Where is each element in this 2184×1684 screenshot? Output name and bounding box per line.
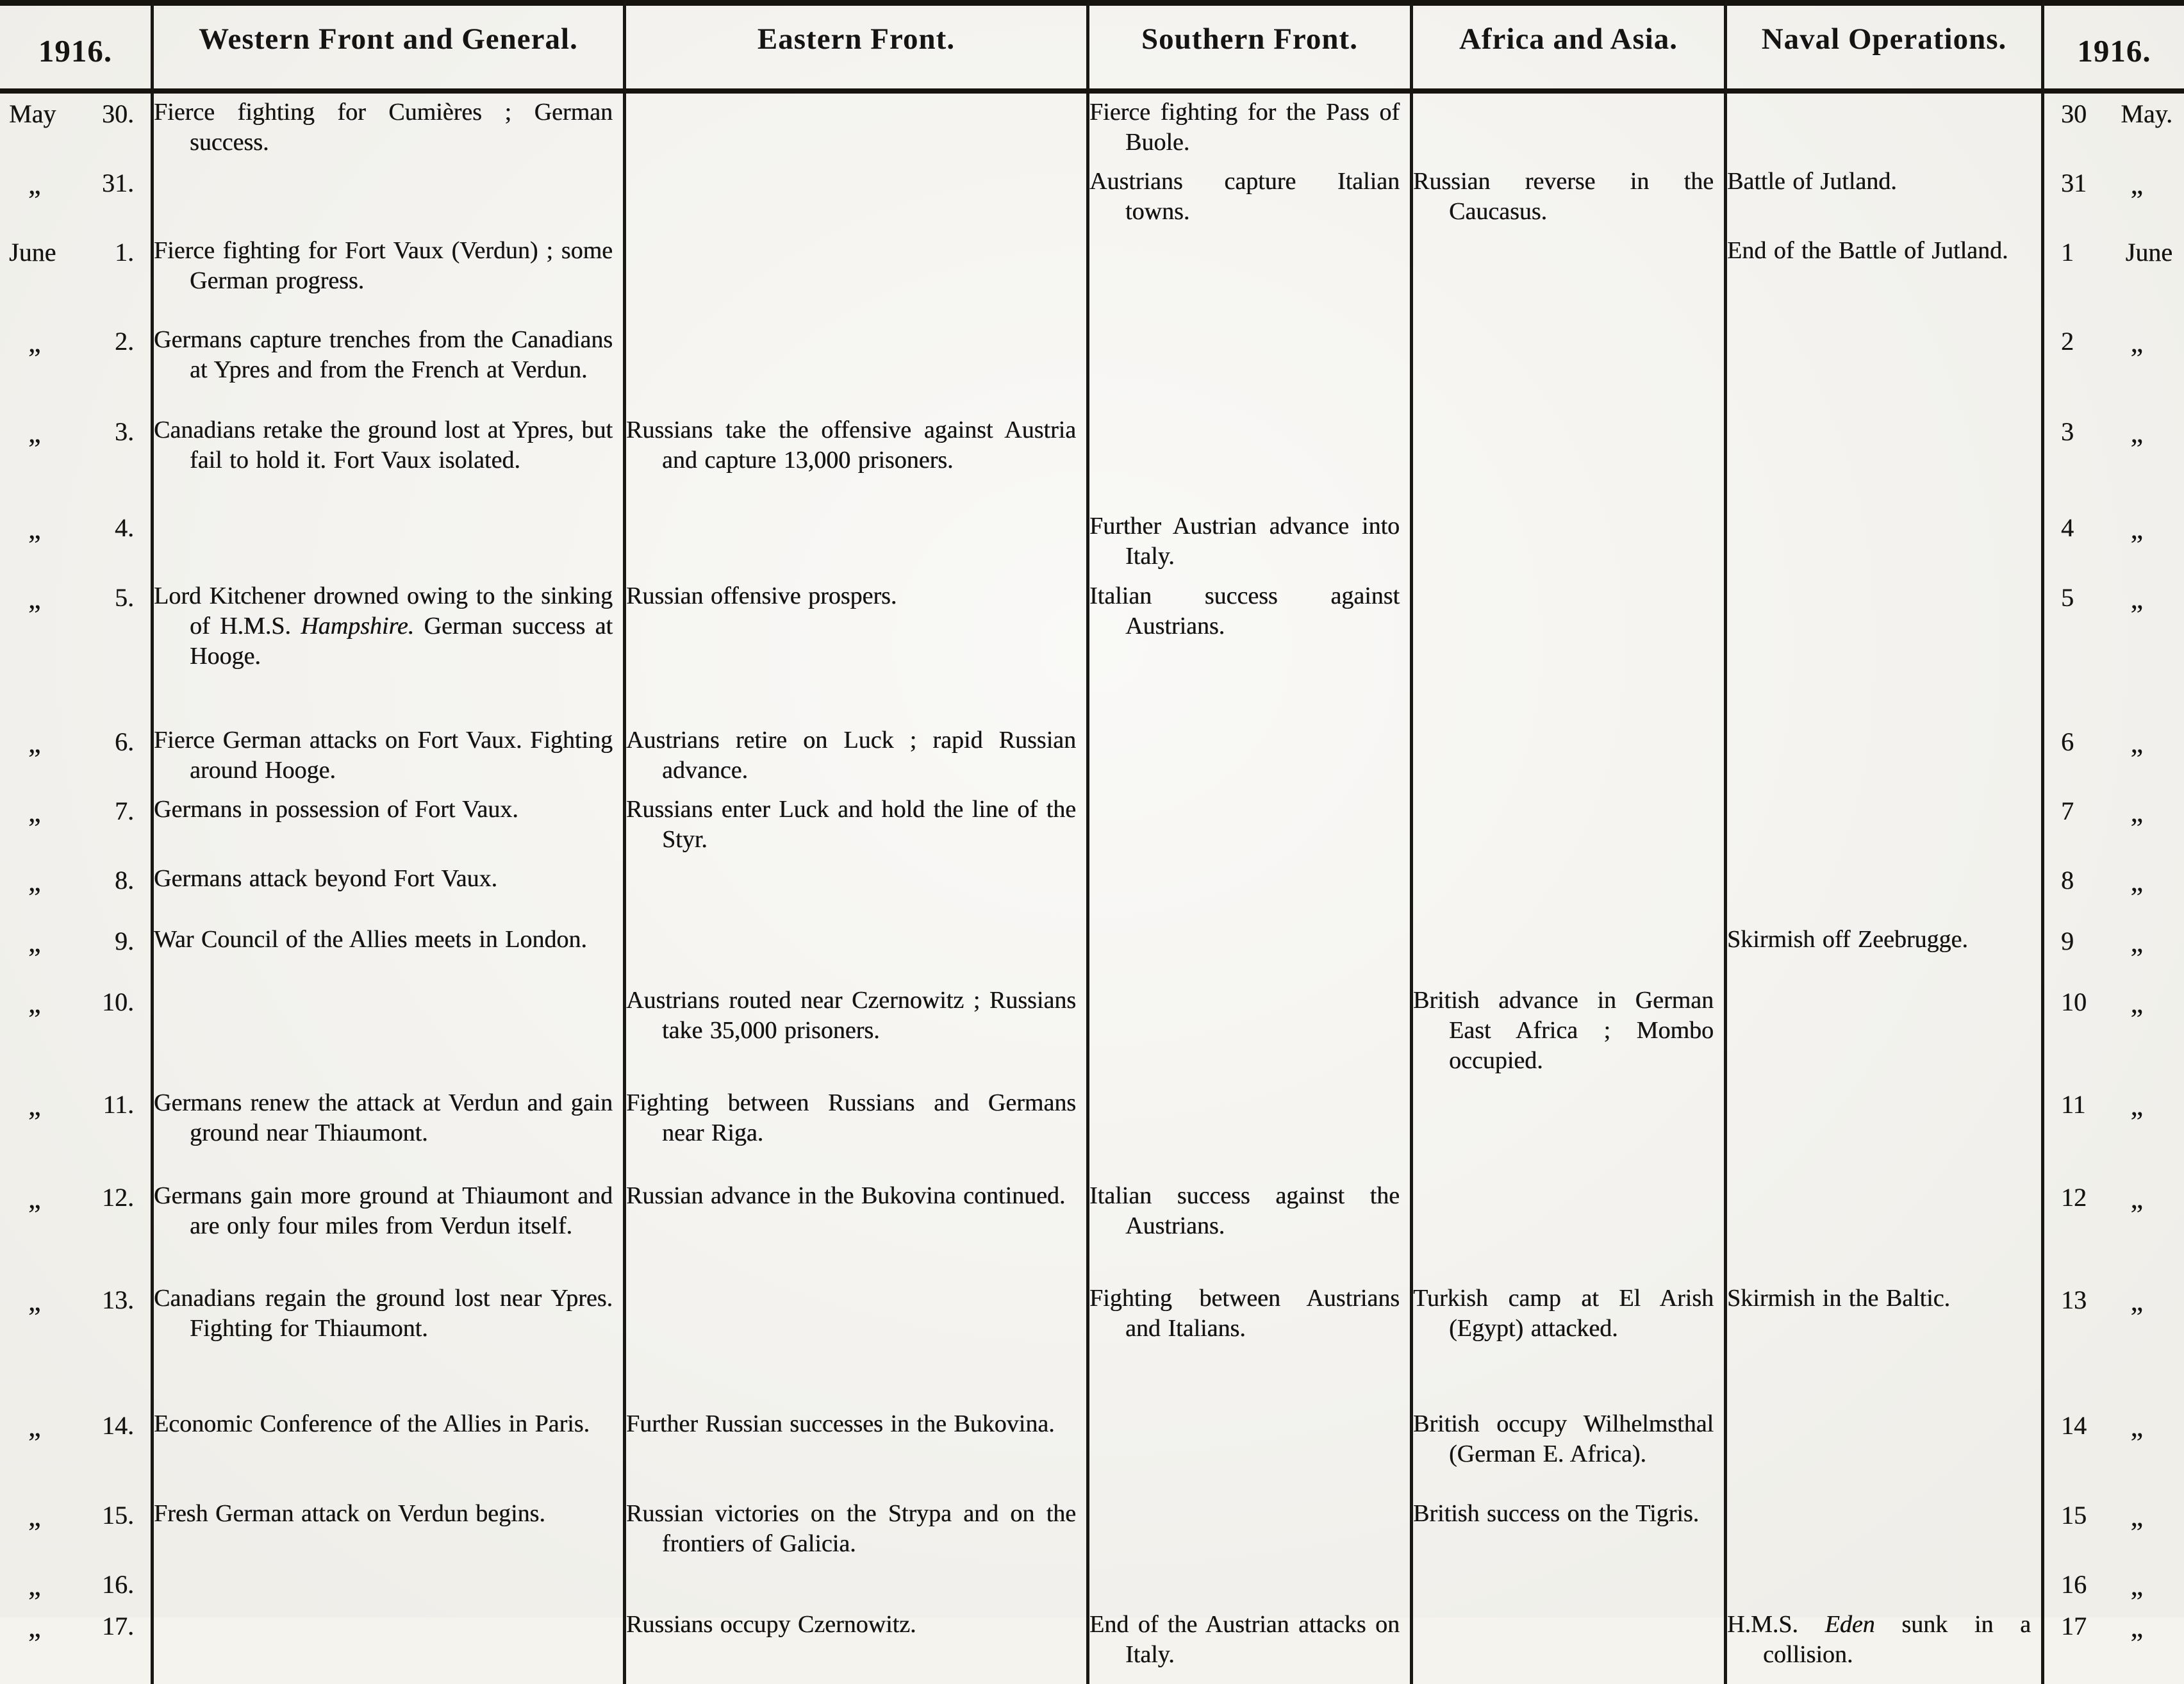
date-cell-left (0, 232, 154, 321)
date-month-label: „ (2130, 1089, 2144, 1121)
cell-africa-asia (1413, 860, 1727, 921)
date-cell-left (0, 94, 154, 163)
date-cell-left (0, 321, 154, 411)
cell-africa-asia: Turkish camp at El Arish (Egypt) attacked. (1413, 1280, 1727, 1405)
cell-western-front: Germans in possession of Fort Vaux. (154, 791, 626, 860)
date-cell-right (2044, 232, 2184, 321)
table-row (0, 1405, 2184, 1495)
cell-africa-asia (1413, 577, 1727, 722)
date-day-label: 16. (102, 1570, 134, 1599)
cell-naval-operations (1727, 577, 2044, 722)
table-row (0, 411, 2184, 508)
cell-southern-front (1089, 982, 1413, 1084)
date-month-label: „ (2130, 796, 2144, 828)
date-day-label: 13. (102, 1285, 134, 1314)
column-header-southern-front: Southern Front. (1089, 0, 1413, 94)
cell-eastern-front (626, 508, 1089, 577)
date-day-label: 30 (2061, 99, 2087, 128)
date-day-label: 1 (2061, 238, 2074, 267)
cell-eastern-front: Russian advance in the Bukovina continued. (626, 1177, 1089, 1280)
date-cell-left (0, 921, 154, 982)
cell-africa-asia (1413, 1564, 1727, 1606)
date-month-label: „ (28, 169, 42, 201)
date-month-label: May. (2121, 99, 2172, 128)
cell-western-front: Germans capture trenches from the Canadians at Ypres and from the French at Verdun. (154, 321, 626, 411)
cell-africa-asia: Russian reverse in the Caucasus. (1413, 163, 1727, 232)
cell-western-front: Fierce German attacks on Fort Vaux. Fighting around Hooge. (154, 722, 626, 791)
cell-western-front (154, 508, 626, 577)
cell-naval-operations (1727, 94, 2044, 163)
cell-western-front: War Council of the Allies meets in London. (154, 921, 626, 982)
date-month-label: „ (2130, 417, 2144, 449)
date-day-label: 12. (102, 1182, 134, 1212)
date-day-label: 17 (2061, 1611, 2087, 1640)
date-cell-right (2044, 860, 2184, 921)
cell-southern-front: Austrians capture Italian towns. (1089, 163, 1413, 232)
cell-western-front: Fierce fighting for Cumières ; German success. (154, 94, 626, 163)
table-row (0, 1606, 2184, 1684)
date-day-label: 3 (2061, 417, 2074, 447)
date-month-label: „ (28, 1410, 42, 1442)
date-cell-right (2044, 1084, 2184, 1177)
date-cell-left (0, 1495, 154, 1564)
date-cell-right (2044, 577, 2184, 722)
date-cell-left (0, 791, 154, 860)
date-cell-right (2044, 94, 2184, 163)
table-row (0, 1084, 2184, 1177)
date-cell-left (0, 411, 154, 508)
cell-eastern-front (626, 321, 1089, 411)
cell-southern-front (1089, 232, 1413, 321)
date-cell-right (2044, 508, 2184, 577)
cell-eastern-front (626, 921, 1089, 982)
date-month-label: „ (2130, 1182, 2144, 1214)
date-cell-left (0, 1606, 154, 1684)
cell-naval-operations (1727, 508, 2044, 577)
date-cell-right (2044, 163, 2184, 232)
date-cell-right (2044, 791, 2184, 860)
table-row (0, 508, 2184, 577)
date-month-label: „ (28, 327, 42, 359)
table-body (0, 94, 2184, 1684)
cell-western-front (154, 163, 626, 232)
date-day-label: 31. (102, 169, 134, 198)
cell-eastern-front (626, 163, 1089, 232)
date-cell-right (2044, 321, 2184, 411)
column-header-date-right: 1916. (2044, 0, 2184, 94)
date-cell-right (2044, 1405, 2184, 1495)
date-month-label: „ (2130, 582, 2144, 615)
date-day-label: 11 (2061, 1089, 2086, 1119)
table-row (0, 94, 2184, 163)
cell-southern-front: Further Austrian advance into Italy. (1089, 508, 1413, 577)
date-cell-left (0, 163, 154, 232)
cell-naval-operations (1727, 1564, 2044, 1606)
date-month-label: „ (28, 1182, 42, 1214)
date-month-label: „ (2130, 987, 2144, 1019)
column-header-africa-asia: Africa and Asia. (1413, 0, 1727, 94)
date-day-label: 16 (2061, 1570, 2087, 1599)
cell-eastern-front: Austrians retire on Luck ; rapid Russian advance. (626, 722, 1089, 791)
column-header-naval-operations: Naval Operations. (1727, 0, 2044, 94)
date-month-label: „ (2130, 865, 2144, 897)
date-day-label: 4 (2061, 513, 2074, 543)
cell-southern-front (1089, 1495, 1413, 1564)
date-month-label: „ (28, 1500, 42, 1532)
cell-africa-asia (1413, 791, 1727, 860)
cell-western-front: Fresh German attack on Verdun begins. (154, 1495, 626, 1564)
cell-africa-asia (1413, 321, 1727, 411)
date-day-label: 5 (2061, 582, 2074, 612)
date-day-label: 13 (2061, 1285, 2087, 1314)
date-month-label: „ (2130, 1410, 2144, 1442)
date-cell-left (0, 1280, 154, 1405)
table-row (0, 1280, 2184, 1405)
cell-naval-operations: End of the Battle of Jutland. (1727, 232, 2044, 321)
date-day-label: 6. (115, 727, 134, 756)
date-day-label: 9 (2061, 926, 2074, 955)
date-month-label: „ (28, 926, 42, 958)
cell-eastern-front (626, 94, 1089, 163)
table-row (0, 791, 2184, 860)
cell-naval-operations (1727, 982, 2044, 1084)
column-header-eastern-front: Eastern Front. (626, 0, 1089, 94)
cell-africa-asia (1413, 921, 1727, 982)
cell-eastern-front: Russian victories on the Strypa and on the frontiers of Galicia. (626, 1495, 1089, 1564)
cell-africa-asia (1413, 722, 1727, 791)
date-day-label: 30. (102, 99, 134, 128)
date-cell-left (0, 722, 154, 791)
header-row (0, 0, 2184, 94)
date-cell-right (2044, 411, 2184, 508)
table-row (0, 921, 2184, 982)
cell-southern-front (1089, 1564, 1413, 1606)
date-day-label: 10 (2061, 987, 2087, 1016)
date-month-label: „ (28, 796, 42, 828)
date-month-label: „ (28, 1285, 42, 1317)
cell-southern-front (1089, 921, 1413, 982)
date-day-label: 4. (115, 513, 134, 543)
date-month-label: „ (2130, 1285, 2144, 1317)
date-cell-right (2044, 1177, 2184, 1280)
cell-southern-front: Italian success against the Austrians. (1089, 1177, 1413, 1280)
table-row (0, 577, 2184, 722)
cell-africa-asia (1413, 232, 1727, 321)
date-day-label: 15 (2061, 1500, 2087, 1530)
cell-western-front: Lord Kitchener drowned owing to the sinking of H.M.S. Hampshire. German success at Hooge. (154, 577, 626, 722)
date-cell-left (0, 860, 154, 921)
cell-naval-operations: Skirmish in the Baltic. (1727, 1280, 2044, 1405)
date-month-label: June (2125, 238, 2172, 267)
date-cell-left (0, 1177, 154, 1280)
date-day-label: 14 (2061, 1410, 2087, 1440)
cell-western-front: Germans gain more ground at Thiaumont and are only four miles from Verdun itself. (154, 1177, 626, 1280)
cell-africa-asia (1413, 1084, 1727, 1177)
cell-naval-operations (1727, 1405, 2044, 1495)
cell-africa-asia: British advance in German East Africa ; Mombo occupied. (1413, 982, 1727, 1084)
table-row (0, 1495, 2184, 1564)
cell-southern-front (1089, 1084, 1413, 1177)
cell-africa-asia (1413, 411, 1727, 508)
cell-africa-asia: British success on the Tigris. (1413, 1495, 1727, 1564)
cell-southern-front (1089, 321, 1413, 411)
date-cell-right (2044, 1280, 2184, 1405)
table-row (0, 722, 2184, 791)
date-month-label: „ (28, 865, 42, 897)
date-cell-right (2044, 921, 2184, 982)
cell-western-front: Germans attack beyond Fort Vaux. (154, 860, 626, 921)
date-month-label: „ (28, 1089, 42, 1121)
date-day-label: 11. (103, 1089, 134, 1119)
cell-western-front: Economic Conference of the Allies in Paris. (154, 1405, 626, 1495)
date-day-label: 9. (115, 926, 134, 955)
date-month-label: „ (2130, 1500, 2144, 1532)
date-cell-right (2044, 722, 2184, 791)
cell-naval-operations: H.M.S. Eden sunk in a collision. (1727, 1606, 2044, 1684)
cell-naval-operations (1727, 321, 2044, 411)
table-row (0, 1177, 2184, 1280)
date-month-label: May (9, 99, 56, 128)
cell-eastern-front (626, 232, 1089, 321)
cell-africa-asia (1413, 1606, 1727, 1684)
cell-eastern-front: Russians enter Luck and hold the line of the Styr. (626, 791, 1089, 860)
cell-eastern-front: Russians take the offensive against Austria and capture 13,000 prisoners. (626, 411, 1089, 508)
date-cell-right (2044, 1606, 2184, 1684)
date-day-label: 15. (102, 1500, 134, 1530)
date-month-label: „ (28, 417, 42, 449)
date-month-label: „ (2130, 169, 2144, 201)
cell-southern-front: Fighting between Austrians and Italians. (1089, 1280, 1413, 1405)
date-month-label: „ (28, 1611, 42, 1643)
date-day-label: 5. (115, 582, 134, 612)
cell-eastern-front (626, 1280, 1089, 1405)
date-month-label: „ (2130, 727, 2144, 759)
cell-naval-operations (1727, 791, 2044, 860)
cell-naval-operations: Battle of Jutland. (1727, 163, 2044, 232)
column-header-date-left: 1916. (0, 0, 154, 94)
date-month-label: „ (2130, 327, 2144, 359)
date-month-label: „ (2130, 926, 2144, 958)
cell-naval-operations (1727, 411, 2044, 508)
date-day-label: 7. (115, 796, 134, 825)
date-cell-right (2044, 1495, 2184, 1564)
cell-southern-front: End of the Austrian attacks on Italy. (1089, 1606, 1413, 1684)
date-day-label: 8 (2061, 865, 2074, 895)
date-day-label: 2. (115, 327, 134, 356)
cell-western-front (154, 1564, 626, 1606)
date-month-label: June (9, 238, 56, 267)
cell-naval-operations: Skirmish off Zeebrugge. (1727, 921, 2044, 982)
date-day-label: 31 (2061, 169, 2087, 198)
date-day-label: 3. (115, 417, 134, 447)
cell-southern-front (1089, 791, 1413, 860)
date-cell-right (2044, 1564, 2184, 1606)
date-day-label: 12 (2061, 1182, 2087, 1212)
cell-naval-operations (1727, 860, 2044, 921)
cell-naval-operations (1727, 1495, 2044, 1564)
date-day-label: 14. (102, 1410, 134, 1440)
date-cell-left (0, 508, 154, 577)
cell-western-front (154, 1606, 626, 1684)
date-month-label: „ (28, 582, 42, 615)
date-month-label: „ (28, 1570, 42, 1602)
date-cell-left (0, 577, 154, 722)
date-month-label: „ (2130, 513, 2144, 545)
cell-naval-operations (1727, 1177, 2044, 1280)
cell-eastern-front (626, 860, 1089, 921)
cell-eastern-front: Russians occupy Czernowitz. (626, 1606, 1089, 1684)
cell-western-front (154, 982, 626, 1084)
date-month-label: „ (2130, 1570, 2144, 1602)
date-day-label: 17. (102, 1611, 134, 1640)
cell-naval-operations (1727, 722, 2044, 791)
date-month-label: „ (28, 727, 42, 759)
cell-western-front: Fierce fighting for Fort Vaux (Verdun) ; some German progress. (154, 232, 626, 321)
cell-southern-front (1089, 1405, 1413, 1495)
cell-eastern-front: Further Russian successes in the Bukovina. (626, 1405, 1089, 1495)
cell-southern-front (1089, 722, 1413, 791)
cell-southern-front: Italian success against Austrians. (1089, 577, 1413, 722)
date-cell-left (0, 1564, 154, 1606)
cell-eastern-front: Russian offensive prospers. (626, 577, 1089, 722)
cell-southern-front (1089, 860, 1413, 921)
date-cell-left (0, 982, 154, 1084)
cell-eastern-front: Austrians routed near Czernowitz ; Russians take 35,000 prisoners. (626, 982, 1089, 1084)
date-month-label: „ (28, 987, 42, 1019)
cell-africa-asia (1413, 508, 1727, 577)
date-cell-right (2044, 982, 2184, 1084)
cell-western-front: Canadians retake the ground lost at Ypres, but fail to hold it. Fort Vaux isolated. (154, 411, 626, 508)
date-cell-left (0, 1405, 154, 1495)
table-row (0, 982, 2184, 1084)
table-row (0, 232, 2184, 321)
cell-southern-front: Fierce fighting for the Pass of Buole. (1089, 94, 1413, 163)
date-day-label: 1. (115, 238, 134, 267)
date-month-label: „ (2130, 1611, 2144, 1643)
table-row (0, 163, 2184, 232)
date-day-label: 10. (102, 987, 134, 1016)
cell-africa-asia (1413, 1177, 1727, 1280)
cell-eastern-front (626, 1564, 1089, 1606)
date-day-label: 7 (2061, 796, 2074, 825)
date-day-label: 8. (115, 865, 134, 895)
table-row (0, 1564, 2184, 1606)
cell-southern-front (1089, 411, 1413, 508)
date-month-label: „ (28, 513, 42, 545)
table-row (0, 860, 2184, 921)
date-day-label: 2 (2061, 327, 2074, 356)
cell-eastern-front: Fighting between Russians and Germans near Riga. (626, 1084, 1089, 1177)
cell-africa-asia (1413, 94, 1727, 163)
cell-africa-asia: British occupy Wilhelmsthal (German E. Africa). (1413, 1405, 1727, 1495)
column-header-western-front: Western Front and General. (154, 0, 626, 94)
table-row (0, 321, 2184, 411)
cell-western-front: Canadians regain the ground lost near Ypres. Fighting for Thiaumont. (154, 1280, 626, 1405)
date-cell-left (0, 1084, 154, 1177)
cell-western-front: Germans renew the attack at Verdun and gain ground near Thiaumont. (154, 1084, 626, 1177)
date-day-label: 6 (2061, 727, 2074, 756)
cell-naval-operations (1727, 1084, 2044, 1177)
